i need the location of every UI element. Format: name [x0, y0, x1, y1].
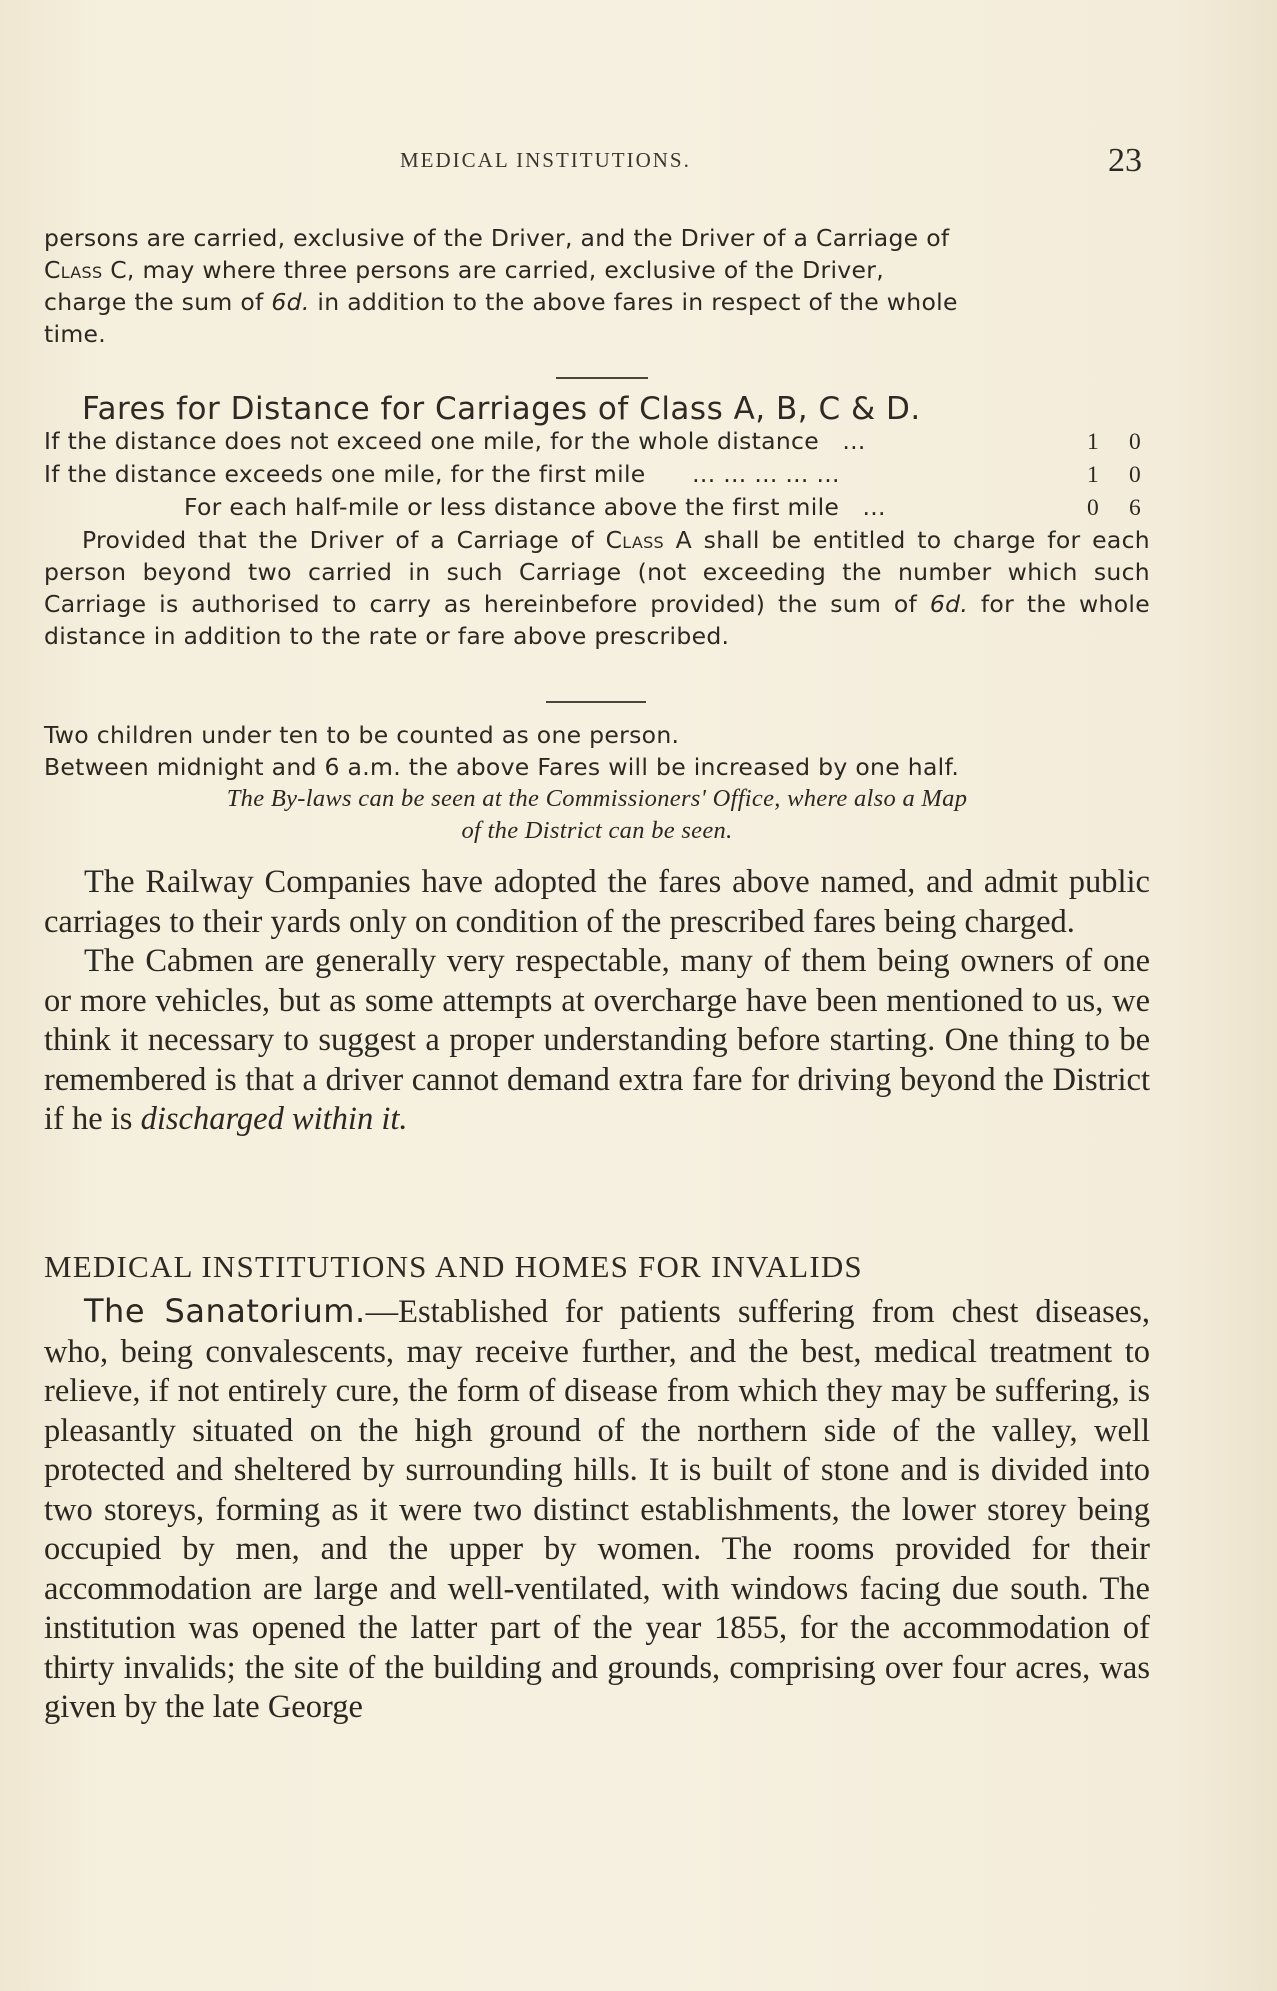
proviso-a: Provided that the Driver of a Carriage of — [82, 526, 606, 554]
fare-leader: ... — [842, 427, 866, 455]
fares-table — [44, 425, 1150, 652]
class-word: Class — [44, 256, 103, 284]
children-note: Two children under ten to be counted as one person. — [44, 721, 680, 749]
fare-desc: If the distance exceeds one mile, for the first mile — [44, 460, 646, 488]
cabmen-emphasis: discharged within it. — [140, 1101, 408, 1137]
proviso-amount: 6d. — [929, 590, 969, 618]
intro-line-4: time. — [44, 320, 107, 348]
intro-line-3-b: in addition to the above fares in respect of the whole — [309, 288, 958, 316]
page-number: 23 — [1108, 142, 1142, 179]
fares-heading: Fares for Distance for Carriages of Class A, B, C & D. — [82, 391, 921, 427]
fare-desc: For each half-mile or less distance above the first mile — [184, 493, 840, 521]
fare-row — [44, 491, 1150, 524]
medical-section-heading-wrap — [44, 1247, 1150, 1287]
fare-shillings: 1 — [1086, 429, 1100, 455]
cabmen-text: The Cabmen are generally very respectable, many of them being owners of one or more vehicles, but as some attempts at overcharge have been mentioned to us, we think it necessary to suggest a proper understanding before starting. One thing to be remembered is that a driver cannot demand extra fare for driving beyond the District if he is — [44, 943, 1150, 1137]
fare-row — [44, 425, 1150, 458]
section-rule — [546, 701, 646, 703]
bylaws-line-2: of the District can be seen. — [461, 817, 733, 844]
railway-paragraph: The Railway Companies have adopted the fares above named, and admit public carriages to their yards only on condition of the prescribed fares being charged. — [44, 864, 1150, 940]
sanatorium-block — [44, 1292, 1150, 1728]
intro-fragment — [44, 222, 1150, 350]
bylaws-notice — [44, 783, 1150, 847]
fares-distance-section — [44, 391, 1150, 427]
fare-shillings: 0 — [1086, 495, 1100, 521]
cabmen-paragraph — [44, 942, 1150, 1140]
medical-section-heading: MEDICAL INSTITUTIONS AND HOMES FOR INVALIDS — [44, 1249, 863, 1284]
sanatorium-title: The Sanatorium. — [84, 1292, 366, 1330]
intro-line-2 — [44, 254, 1150, 286]
proviso-paragraph — [44, 524, 1150, 652]
fare-shillings: 1 — [1086, 462, 1100, 488]
intro-amount: 6d. — [271, 288, 310, 316]
intro-line-3 — [44, 286, 1150, 318]
sanatorium-text: —Established for patients suffering from chest diseases, who, being convalescents, may receive further, and the best, medical treatment to relieve, if not entirely cure, the form of disease from which they may be suffering, is pleasantly situated on the high ground of the northern side of the valley, well protected and sheltered by surrounding hills. It is built of stone and is divided into two storeys, forming as it were two distinct establishments, the lower storey being occupied by men, and the upper by women. The rooms provided for their accommodation are large and well-ventilated, with windows facing due south. The institution was opened the latter part of the year 1855, for the accommodation of thirty invalids; the site of the building and grounds, comprising over four acres, was given by the late George — [44, 1294, 1150, 1725]
fare-row — [44, 458, 1150, 491]
intro-line-3-a: charge the sum of — [44, 288, 272, 316]
fare-leader: ... — [862, 493, 886, 521]
fare-pence: 0 — [1128, 462, 1142, 488]
proviso-c: for the whole distance in addition to the rate or fare above prescribed. — [44, 590, 1150, 650]
bylaws-line-1: The By-laws can be seen at the Commissioners' Office, where also a Map — [226, 785, 968, 812]
fare-pence: 0 — [1128, 429, 1142, 455]
notes-block — [44, 719, 1150, 783]
fare-pence: 6 — [1128, 495, 1142, 521]
intro-line-1: persons are carried, exclusive of the Driver, and the Driver of a Carriage of — [44, 224, 950, 252]
main-body — [44, 863, 1150, 1140]
intro-line-2-rest: C, may where three persons are carried, exclusive of the Driver, — [102, 256, 884, 284]
proviso-b: A shall be entitled to charge for each person beyond two carried in such Carriage (not exceeding the number which such Carriage is authorised to carry as hereinbefore provided) the sum of — [44, 526, 1151, 618]
running-title: MEDICAL INSTITUTIONS. — [400, 148, 691, 172]
fare-desc: If the distance does not exceed one mile, for the whole distance — [44, 427, 820, 455]
midnight-note: Between midnight and 6 a.m. the above Fares will be increased by one half. — [44, 753, 960, 781]
section-rule — [556, 377, 648, 379]
fare-leader: ... ... ... ... ... — [692, 460, 840, 488]
sanatorium-paragraph — [44, 1292, 1150, 1728]
proviso-class-word: Class — [605, 526, 665, 554]
